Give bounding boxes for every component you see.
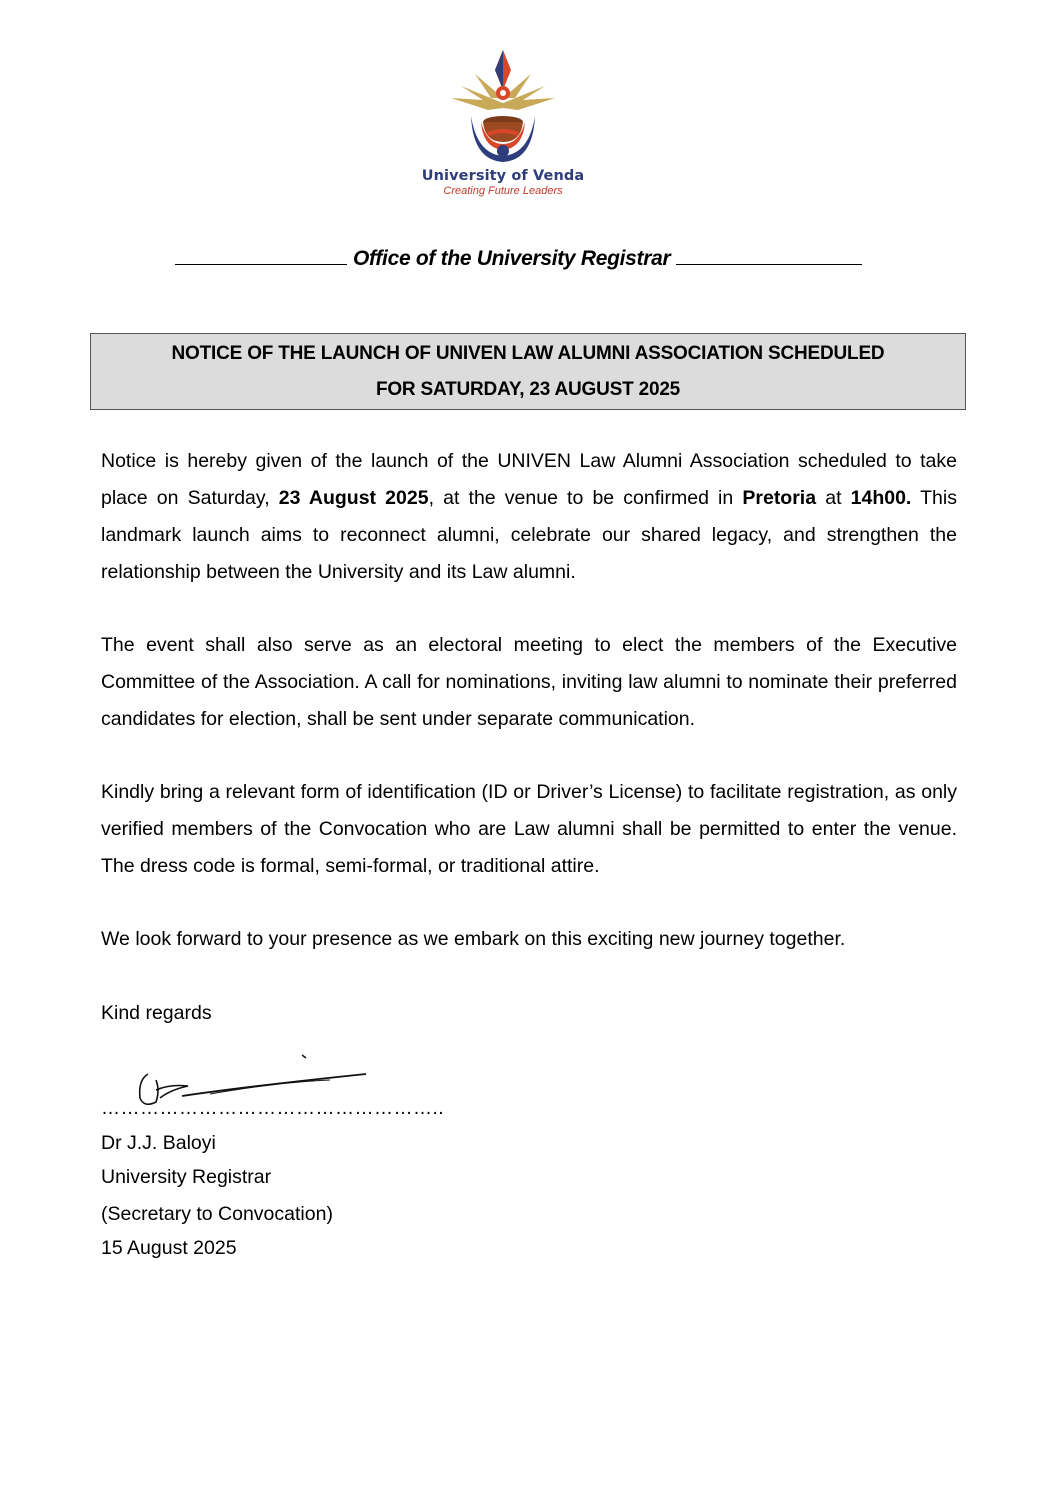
notice-title-line-1: NOTICE OF THE LAUNCH OF UNIVEN LAW ALUMNI ASSOCIATION SCHEDULED: [171, 343, 885, 364]
event-time: 14h00.: [850, 487, 912, 509]
underline-right: [676, 246, 862, 265]
university-crest-icon: [443, 48, 563, 166]
notice-title-line-2: FOR SATURDAY, 23 AUGUST 2025: [375, 379, 681, 400]
signatory-secondary-role: (Secretary to Convocation): [101, 1203, 333, 1225]
document-date: 15 August 2025: [101, 1237, 237, 1259]
closing-salutation: Kind regards: [101, 1002, 212, 1024]
event-date: 23 August 2025: [278, 487, 429, 509]
signature-line: ……………………………………………..: [101, 1098, 445, 1119]
paragraph-closing-remark: We look forward to your presence as we embark on this exciting new journey together.: [101, 928, 846, 950]
underline-left: [175, 246, 347, 265]
event-city: Pretoria: [742, 487, 817, 509]
university-name: University of Venda: [421, 168, 585, 184]
signatory-details: [101, 1128, 333, 1267]
signatory-name: Dr J.J. Baloyi: [101, 1132, 216, 1154]
office-title: Office of the University Registrar: [353, 247, 671, 270]
university-tagline: Creating Future Leaders: [443, 185, 563, 197]
paragraph-announcement: Notice is hereby given of the launch of the UNIVEN Law Alumni Association scheduled to take place on Saturday, 23 August 2025, at the venue to be confirmed in Pretoria at 14h00. This landmark launch aims to reconnect alumni, celebrate our shared legacy, and strengthen the relationship between the University and its Law alumni.: [101, 450, 957, 583]
signatory-role: University Registrar: [101, 1166, 272, 1188]
university-logo: [398, 48, 608, 213]
notice-title-box: [90, 333, 966, 410]
office-heading: [175, 246, 885, 271]
paragraph-identification: Kindly bring a relevant form of identification (ID or Driver’s License) to facilitate registration, as only verified members of the Convocation who are Law alumni shall be permitted to enter the venue. The dress code is formal, semi-formal, or traditional attire.: [101, 781, 957, 877]
paragraph-electoral-meeting: The event shall also serve as an electoral meeting to elect the members of the Executive Committee of the Association. A call for nominations, inviting law alumni to nominate their preferred candidates for election, shall be sent under separate communication.: [101, 634, 957, 730]
